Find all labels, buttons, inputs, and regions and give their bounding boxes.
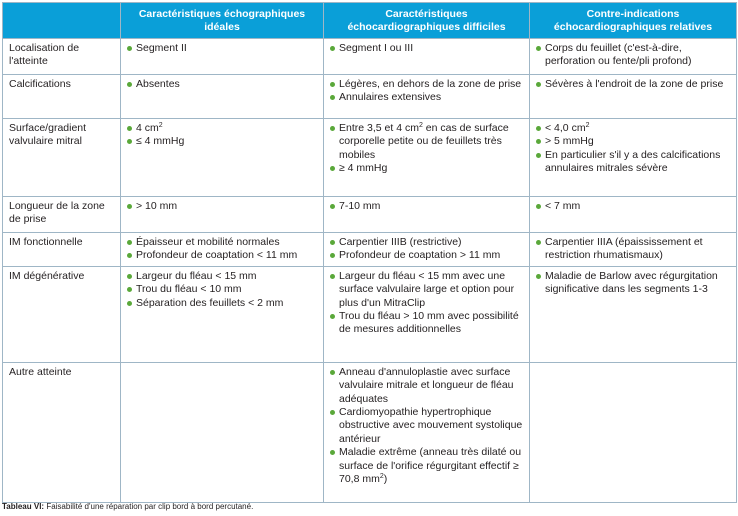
- table-row: [3, 197, 737, 233]
- table-caption: [2, 502, 253, 512]
- cell-contra: [530, 119, 737, 197]
- cell-difficult: [324, 75, 530, 119]
- cell-ideal: [121, 75, 324, 119]
- header-corner: [3, 3, 121, 39]
- bullet-item: Trou du fléau > 10 mm avec possibilité de mesures additionnelles: [330, 310, 524, 337]
- bullet-item: Profondeur de coaptation > 11 mm: [330, 249, 524, 262]
- cell-difficult: [324, 39, 530, 75]
- cell-ideal: [121, 197, 324, 233]
- bullet-list: [127, 42, 318, 55]
- caption-label: Tableau VI:: [2, 502, 45, 511]
- bullet-item: < 7 mm: [536, 200, 731, 213]
- row-label: Longueur de la zone de prise: [3, 197, 121, 233]
- bullet-list: [536, 200, 731, 213]
- bullet-item: > 10 mm: [127, 200, 318, 213]
- bullet-list: [330, 366, 524, 487]
- bullet-list: [330, 42, 524, 55]
- cell-contra: [530, 362, 737, 502]
- row-label: Calcifications: [3, 75, 121, 119]
- bullet-item: > 5 mmHg: [536, 135, 731, 148]
- bullet-list: [127, 236, 318, 263]
- bullet-list: [536, 78, 731, 91]
- bullet-list: [536, 42, 731, 69]
- cell-contra: [530, 197, 737, 233]
- bullet-item: Légères, en dehors de la zone de prise: [330, 78, 524, 91]
- bullet-item: Épaisseur et mobilité normales: [127, 236, 318, 249]
- bullet-item: En particulier s'il y a des calcifications annulaires mitrales sévère: [536, 149, 731, 176]
- cell-contra: [530, 266, 737, 362]
- cell-ideal: [121, 233, 324, 267]
- bullet-list: [330, 200, 524, 213]
- bullet-item: Maladie de Barlow avec régurgitation significative dans les segments 1-3: [536, 270, 731, 297]
- bullet-item: Absentes: [127, 78, 318, 91]
- bullet-list: [127, 122, 318, 149]
- bullet-item: Annulaires extensives: [330, 91, 524, 104]
- bullet-item: Carpentier IIIB (restrictive): [330, 236, 524, 249]
- cell-contra: [530, 233, 737, 267]
- table-row: [3, 75, 737, 119]
- header-contraindications: Contre-indications échocardiographiques relatives: [530, 3, 737, 39]
- table-row: [3, 233, 737, 267]
- feasibility-table: [2, 2, 737, 503]
- table-row: [3, 119, 737, 197]
- cell-difficult: [324, 266, 530, 362]
- bullet-list: [330, 236, 524, 263]
- bullet-item: Segment I ou III: [330, 42, 524, 55]
- cell-ideal: [121, 39, 324, 75]
- table-row: [3, 39, 737, 75]
- row-label: IM dégénérative: [3, 266, 121, 362]
- bullet-item: Profondeur de coaptation < 11 mm: [127, 249, 318, 262]
- table-row: [3, 362, 737, 502]
- bullet-list: [127, 200, 318, 213]
- cell-contra: [530, 75, 737, 119]
- cell-ideal: [121, 362, 324, 502]
- bullet-list: [536, 270, 731, 297]
- bullet-list: [127, 270, 318, 310]
- bullet-item: Entre 3,5 et 4 $cm^2$ en cas de surface corporelle petite ou de feuillets très mobiles: [330, 122, 524, 162]
- bullet-list: [536, 236, 731, 263]
- bullet-item: Carpentier IIIA (épaississement et restriction rhumatismaux): [536, 236, 731, 263]
- bullet-item: Sévères à l'endroit de la zone de prise: [536, 78, 731, 91]
- cell-difficult: [324, 197, 530, 233]
- bullet-item: Largeur du fléau < 15 mm: [127, 270, 318, 283]
- bullet-list: [127, 78, 318, 91]
- bullet-item: 7-10 mm: [330, 200, 524, 213]
- bullet-item: Anneau d'annuloplastie avec surface valvulaire mitrale et longueur de fléau adéquates: [330, 366, 524, 406]
- bullet-item: ≥ 4 mmHg: [330, 162, 524, 175]
- bullet-item: ≤ 4 mmHg: [127, 135, 318, 148]
- row-label: Autre atteinte: [3, 362, 121, 502]
- bullet-item: Cardiomyopathie hypertrophique obstructive avec mouvement systolique antérieur: [330, 406, 524, 446]
- bullet-list: [330, 122, 524, 176]
- cell-difficult: [324, 362, 530, 502]
- bullet-item: Séparation des feuillets < 2 mm: [127, 297, 318, 310]
- cell-contra: [530, 39, 737, 75]
- header-difficult: Caractéristiques échocardiographiques difficiles: [324, 3, 530, 39]
- table-header-row: [3, 3, 737, 39]
- caption-text: Faisabilité d'une réparation par clip bord à bord percutané.: [44, 502, 254, 511]
- bullet-item: < 4,0 $cm^2$: [536, 122, 731, 135]
- bullet-item: Largeur du fléau < 15 mm avec une surface valvulaire large et option pour plus d'un MitraClip: [330, 270, 524, 310]
- table-body: [3, 39, 737, 503]
- row-label: Localisation de l'atteinte: [3, 39, 121, 75]
- bullet-list: [536, 122, 731, 176]
- bullet-item: Segment II: [127, 42, 318, 55]
- cell-difficult: [324, 233, 530, 267]
- row-label: IM fonctionnelle: [3, 233, 121, 267]
- bullet-item: Maladie extrême (anneau très dilaté ou surface de l'orifice régurgitant effectif ≥ 70,8 $mm^2$): [330, 446, 524, 486]
- bullet-list: [330, 270, 524, 337]
- cell-ideal: [121, 266, 324, 362]
- cell-ideal: [121, 119, 324, 197]
- bullet-item: 4 $cm^2$: [127, 122, 318, 135]
- row-label: Surface/gradient valvulaire mitral: [3, 119, 121, 197]
- cell-difficult: [324, 119, 530, 197]
- header-ideal: Caractéristiques échographiques idéales: [121, 3, 324, 39]
- table-row: [3, 266, 737, 362]
- bullet-item: Trou du fléau < 10 mm: [127, 283, 318, 296]
- bullet-item: Corps du feuillet (c'est-à-dire, perforation ou fente/pli profond): [536, 42, 731, 69]
- bullet-list: [330, 78, 524, 105]
